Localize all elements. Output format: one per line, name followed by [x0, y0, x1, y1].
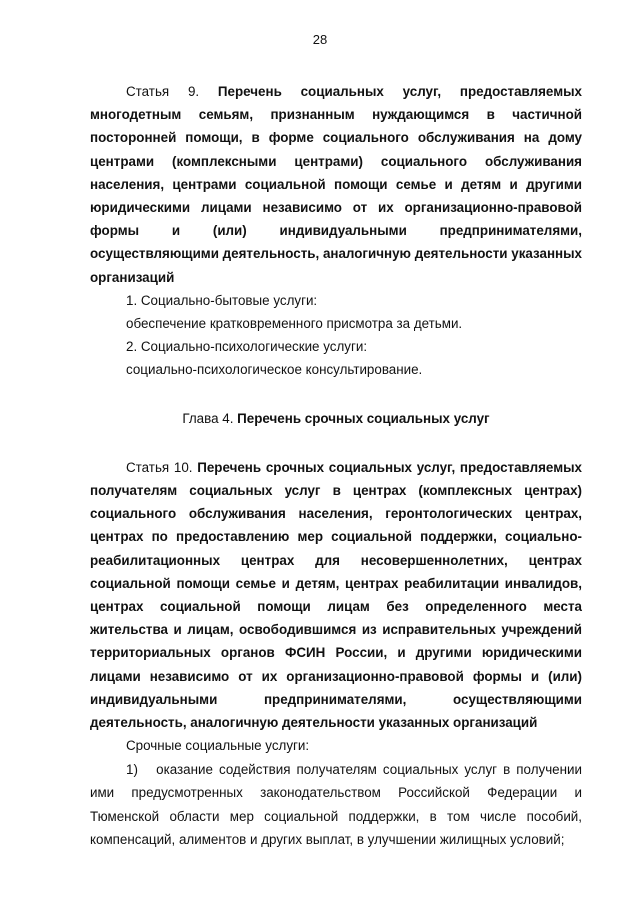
article-10-item-1: 1) оказание содействия получателям социальных услуг в получении ими предусмотренных законодательством Российской Федерации и Тюменской области мер социальной поддержки, в том числе пособий, компенсаций, алиментов и других выплат, в улучшении жилищных условий;: [90, 761, 582, 848]
chapter-4-title: Перечень срочных социальных услуг: [237, 410, 490, 426]
article-10-intro: Срочные социальные услуги:: [126, 738, 310, 754]
article-9-title: Перечень социальных услуг, предоставляемых многодетным семьям, признанным нуждающимся в частичной посторонней помощи, в форме социального обслуживания на дому центрами (комплексными центрами) социального обслуживания населения, центрами социальной помощи семье и детям и другими юридическими лицами независимо от их организационно-правовой формы и (или) индивидуальными предпринимателями, осуществляющими деятельность, аналогичную деятельности указанных организаций: [90, 84, 583, 285]
article-10-title: Перечень срочных социальных услуг, предоставляемых получателям социальных услуг в центрах (комплексных центрах) социального обслуживания населения, геронтологических центрах, центрах по предоставлению мер социальной поддержки, социально-реабилитационных центрах для несовершеннолетних, центрах социальной помощи семье и детям, центрах реабилитации инвалидов, центрах социальной помощи лицам без определенного места жительства и лицам, освободившимся из исправительных учреждений территориальных органов ФСИН России, и другими юридическими лицами независимо от их организационно-правовой формы и (или) индивидуальными предпринимателями, осуществляющими деятельность, аналогичную деятельности указанных организаций: [90, 459, 582, 731]
chapter-4-label: Глава 4.: [182, 410, 234, 426]
article-9-item-1: 1. Социально-бытовые услуги:: [126, 292, 318, 308]
article-9-item-4: социально-психологическое консультирование.: [126, 361, 423, 377]
article-10-heading: [90, 456, 582, 734]
chapter-4-heading: [90, 407, 582, 430]
article-9-heading: [90, 80, 582, 289]
article-9-label: Статья 9.: [126, 84, 200, 99]
page-number: 28: [312, 32, 328, 47]
document-body: [90, 80, 582, 852]
article-9-item-2: обеспечение кратковременного присмотра за детьми.: [126, 315, 463, 331]
article-9-item-3: 2. Социально-психологические услуги:: [126, 338, 368, 354]
article-10-label: Статья 10.: [126, 459, 193, 475]
